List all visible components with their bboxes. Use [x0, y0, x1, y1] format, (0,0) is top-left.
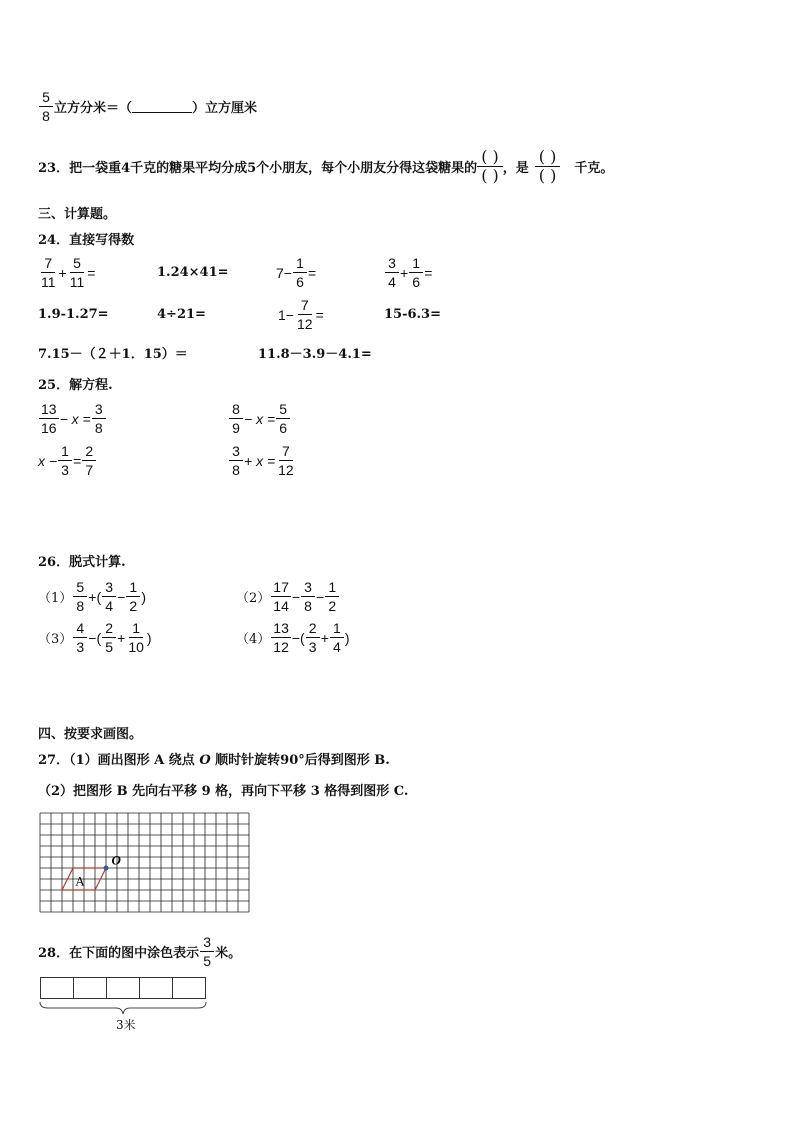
q23-end: 千克。	[574, 161, 614, 176]
q27-line-1: 27．（1）画出图形 A 绕点 O 顺时针旋转90°后得到图形 B.	[38, 753, 390, 768]
q24-item-6: 4÷21=	[157, 307, 206, 322]
q22-text-a: 立方分米＝（	[54, 101, 133, 116]
q24-item-2: 1.24×41=	[157, 265, 229, 280]
strip-cell[interactable]	[140, 977, 173, 999]
q27-line-2: （2）把图形 B 先向右平移 9 格，再向下平移 3 格得到图形 C.	[38, 784, 409, 799]
answer-blank[interactable]	[132, 100, 192, 113]
strip-cell[interactable]	[40, 977, 74, 999]
q24-item-8: 15-6.3=	[384, 307, 441, 322]
brace	[38, 1000, 210, 1016]
q24-item-5: 1.9-1.27=	[38, 307, 109, 322]
grid-lines	[40, 813, 249, 912]
strip-cell[interactable]	[107, 977, 140, 999]
q26-title: 26．脱式计算.	[38, 555, 126, 570]
expression-4: （4） 13 12 −( 2 3 + $\frac{1}{4}$ )	[236, 620, 350, 655]
brace-label: 3米	[116, 1018, 136, 1032]
expression-2: （2） 17 14 − $\frac{3}{8}$ − $\frac{1}{2}$	[236, 578, 340, 615]
equation-1: 13 16 − x = $\frac{3}{8}$	[38, 400, 107, 437]
q24-item-4: 3 4 + $\frac{1}{6}$ =	[384, 254, 432, 291]
q25-title: 25．解方程.	[38, 378, 113, 393]
expression-1: （1） 5 8 +( 3 4 − $\frac{1}{2}$ )	[38, 579, 146, 614]
q22-text-b: ）立方厘米	[192, 101, 258, 116]
section-4-title: 四、按要求画图。	[38, 727, 143, 742]
length-strip[interactable]	[40, 977, 206, 999]
point-o-marker	[104, 866, 109, 871]
question-28: 28．在下面的图中涂色表示 3 5 米。	[38, 934, 242, 969]
shape-a-label: A	[75, 873, 85, 889]
strip-cell[interactable]	[74, 977, 107, 999]
section-3-title: 三、计算题。	[38, 207, 117, 222]
equation-3: x − $\frac{1}{3}$ = $\frac{2}{7}$	[38, 442, 97, 479]
q24-item-7: 1 − $\frac{7}{12}$ =	[278, 297, 324, 332]
question-23	[38, 148, 613, 185]
strip-cell[interactable]	[173, 977, 206, 999]
q24-item-9: 7.15－（２＋1．15）＝	[38, 347, 188, 362]
q24-item-3: 7 − $\frac{1}{6}$ =	[276, 255, 317, 290]
q22-tail	[38, 88, 257, 125]
grid-figure[interactable]	[39, 812, 255, 920]
q24-item-10: 11.8－3.9－4.1=	[258, 347, 372, 362]
equation-4: 3 8 + x = $\frac{7}{12}$	[228, 442, 297, 479]
point-o-label: O	[111, 852, 121, 868]
equation-2: 8 9 − x = $\frac{5}{6}$	[228, 400, 291, 437]
expression-3: （3） 4 3 −( 2 5 + $\frac{1}{10}$ )	[38, 620, 152, 655]
q24-item-1: 7 11 + $\frac{5}{11}$ =	[41, 255, 96, 290]
blank-fraction-1[interactable]: ( ) ( )	[477, 148, 503, 185]
q23-text: 23．把一袋重4千克的糖果平均分成5个小朋友，每个小朋友分得这袋糖果的	[38, 161, 478, 176]
q24-title: 24．直接写得数	[38, 233, 135, 248]
q23-mid: ，是	[502, 161, 529, 176]
blank-fraction-2[interactable]: ( ) ( )	[535, 148, 561, 185]
fraction: 5 8	[39, 88, 53, 125]
